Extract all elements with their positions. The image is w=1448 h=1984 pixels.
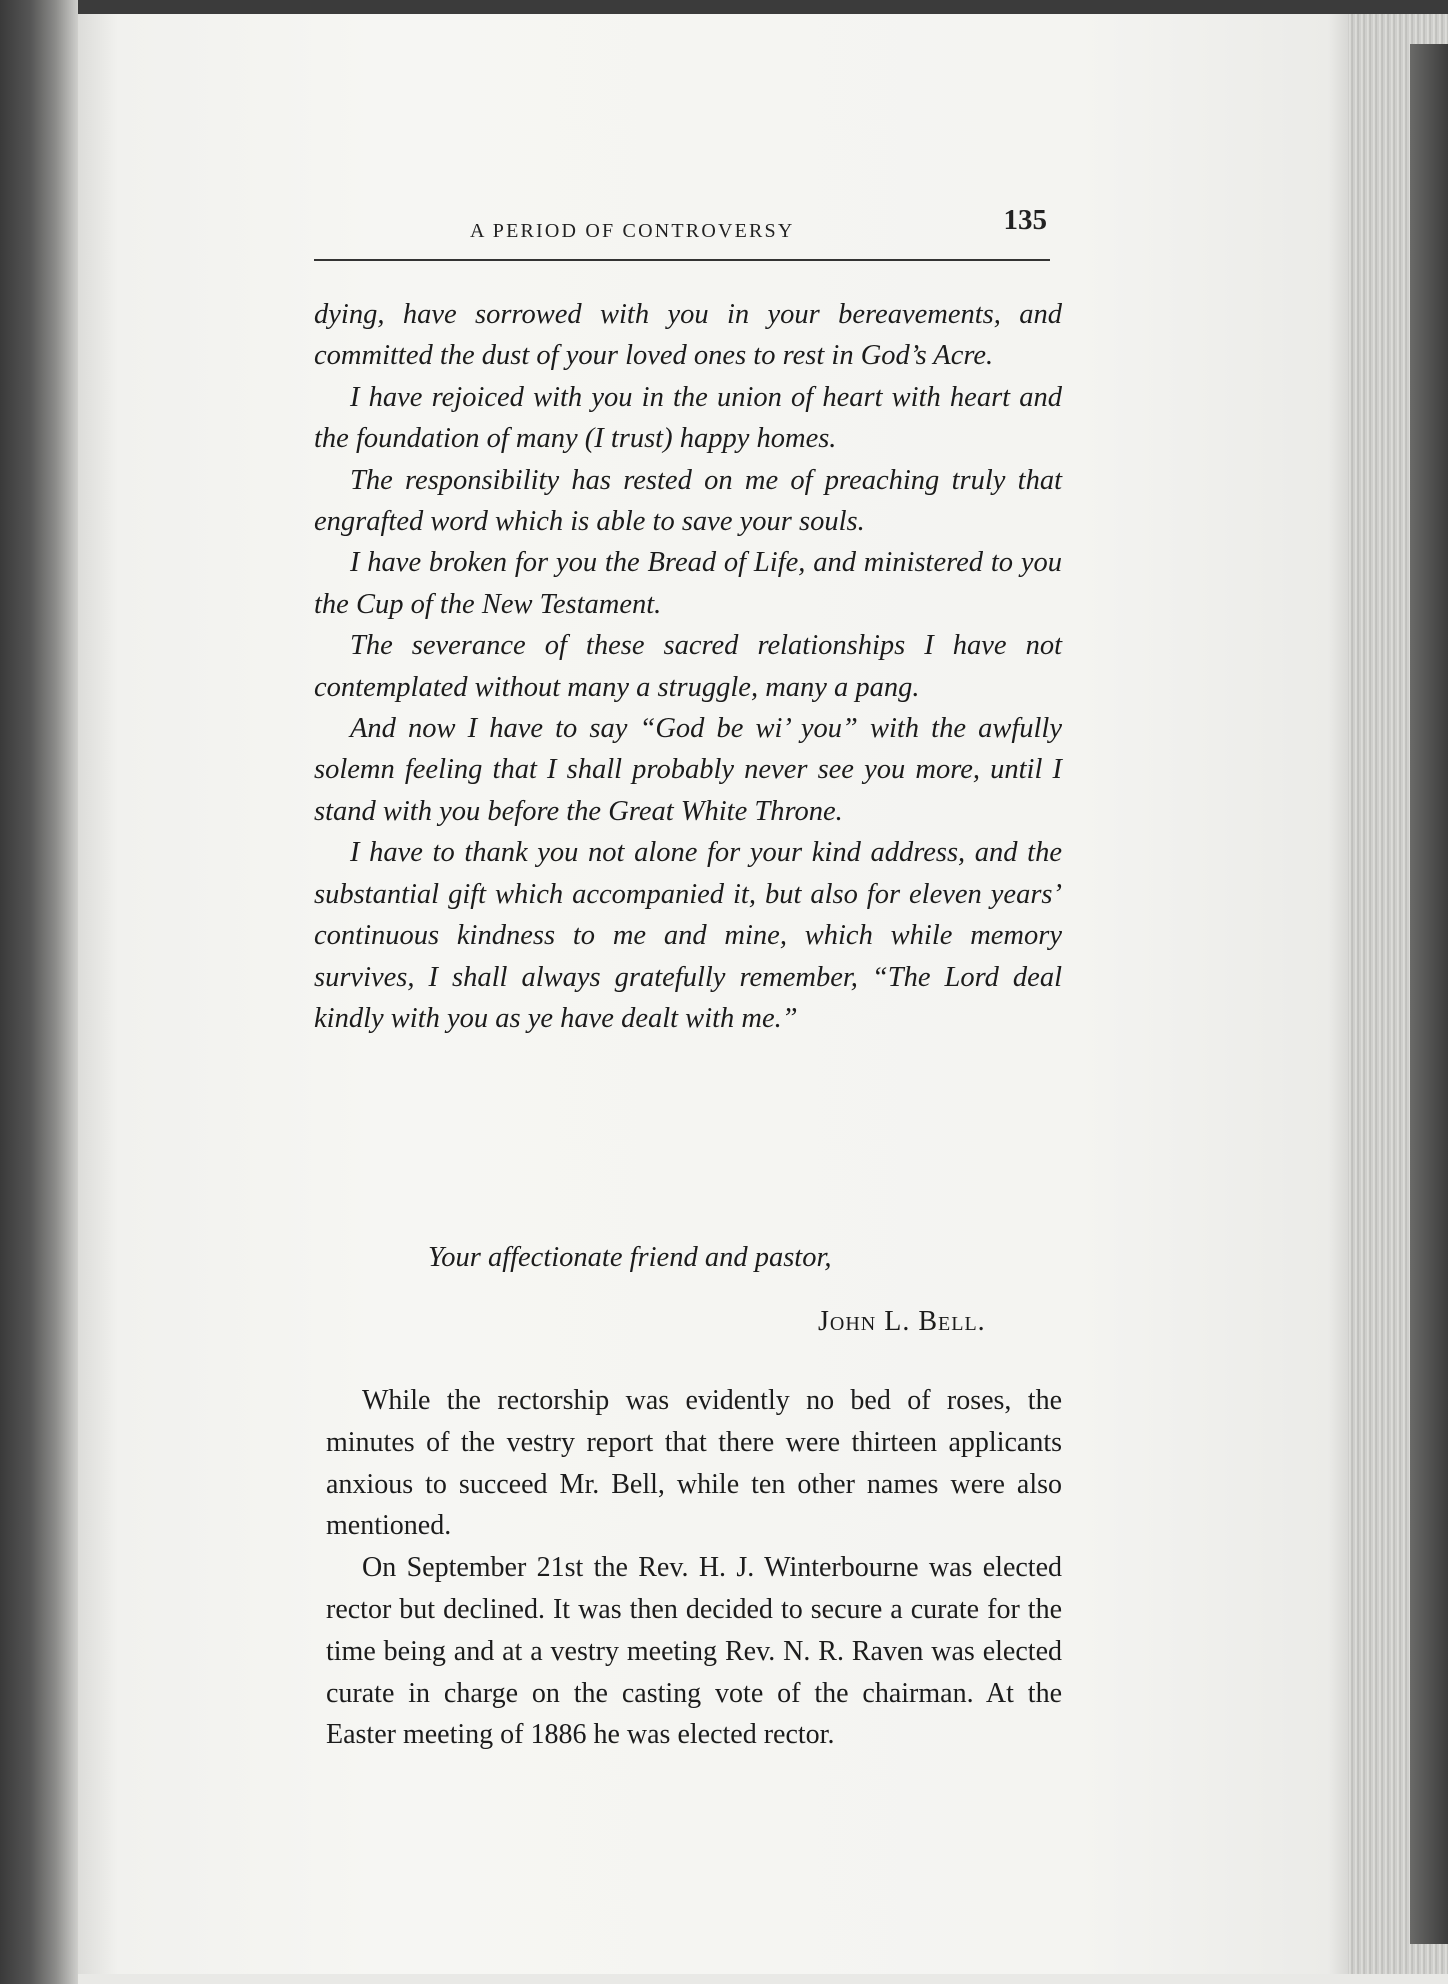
letter-paragraph: I have rejoiced with you in the union of heart with heart and the foundation of many (I trust) happy homes. — [314, 381, 1062, 455]
letter-paragraph: I have broken for you the Bread of Life, and ministered to you the Cup of the New Testament. — [314, 547, 1062, 620]
letter-paragraph: dying, have sorrowed with you in your bereavements, and committed the dust of your loved ones to rest in God’s Acre. — [314, 299, 1062, 372]
letter-paragraph: The responsibility has rested on me of preaching truly that engrafted word which is able to save your souls. — [314, 464, 1062, 538]
scan-top-border — [0, 0, 1448, 14]
letter-paragraph: The severance of these sacred relationships I have not contemplated without many a struggle, many a pang. — [314, 630, 1062, 703]
body-paragraph: While the rectorship was evidently no bed of roses, the minutes of the vestry report that there were thirteen applicants anxious to succeed Mr. Bell, while ten other names were also mentioned. — [326, 1385, 1062, 1542]
running-head-title: A PERIOD OF CONTROVERSY — [470, 220, 795, 242]
header-rule — [314, 259, 1050, 261]
letter-signature: John L. Bell. — [818, 1306, 986, 1337]
left-gutter-shadow — [0, 0, 78, 1984]
body-paragraph: On September 21st the Rev. H. J. Winterbourne was elected rector but declined. It was then decided to secure a curate for the time being and at a vestry meeting Rev. N. R. Raven was elected curate in charge on the casting vote of the chairman. At the Easter meeting of 1886 he was elected rector. — [326, 1552, 1062, 1751]
page-edges — [1348, 14, 1448, 1974]
letter-paragraph: I have to thank you not alone for your kind address, and the substantial gift which accompanied it, but also for eleven years’ continuous kindness to me and mine, which while memory survives, I shall always gratefully remember, “The Lord deal kindly with you as ye have dealt with me.” — [314, 837, 1062, 1034]
running-head — [314, 204, 1050, 254]
letter-closing: Your affectionate friend and pastor, — [428, 1242, 832, 1273]
letter-text — [314, 294, 1062, 1039]
page-number: 135 — [1003, 204, 1047, 236]
letter-paragraph: And now I have to say “God be wi’ you” with the awfully solemn feeling that I shall probably never see you more, until I stand with you before the Great White Throne. — [314, 713, 1062, 827]
body-text — [326, 1380, 1062, 1756]
